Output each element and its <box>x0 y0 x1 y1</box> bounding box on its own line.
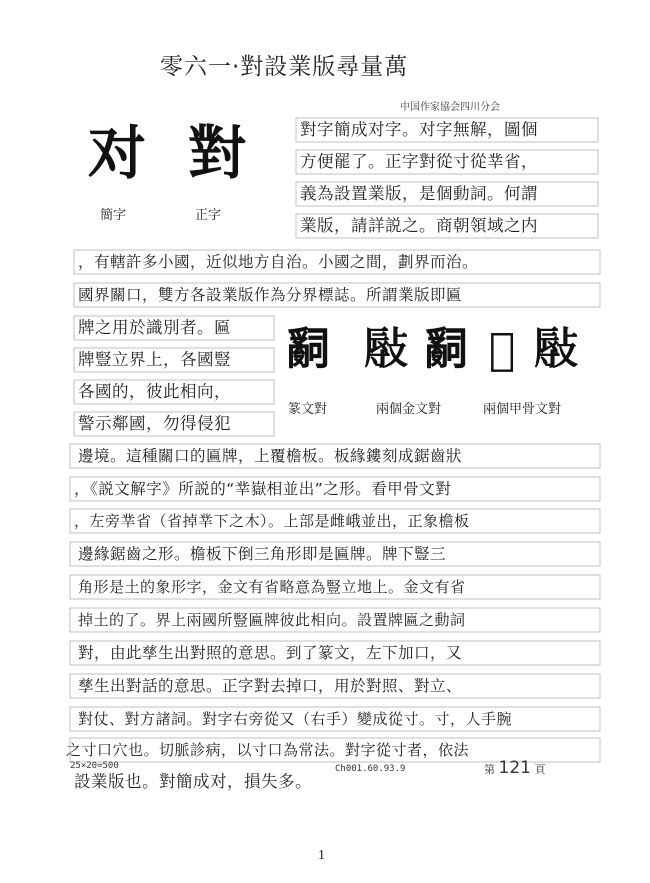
glyph-oracle-1: 𢽎 <box>489 324 516 375</box>
text-line: ，《説文解字》所説的“丵嶽相並出”之形。看甲骨文對 <box>74 480 452 498</box>
text-line: 各國的，彼此相向， <box>78 382 231 401</box>
traditional-character: 對 <box>188 119 247 187</box>
text-line: ，左旁丵省（省掉丵下之木）。上部是雌峨並出，正象檐板 <box>74 512 470 530</box>
simplified-caption: 簡字 <box>100 208 127 223</box>
text-line: 設業版也。對簡成对，損失多。 <box>74 772 312 791</box>
text-line: 邊境。這種關口的匾牌，上覆檐板。板緣鏤刻成鋸齒狀 <box>78 447 463 465</box>
text-line: 孳生出對話的意思。正字對去掉口，用於對照、對立、 <box>78 677 463 695</box>
large-character-samples <box>82 118 282 188</box>
caption-bronze: 兩個金文對 <box>376 402 442 417</box>
text-line: 邊緣鋸齒之形。檐板下倒三角形即是匾牌。牌下豎三 <box>78 545 447 563</box>
text-line: 掉土的了。界上兩國所豎匾牌彼此相向。設置牌匾之動詞 <box>78 611 466 629</box>
caption-seal: 篆文對 <box>288 402 328 417</box>
glyph-bronze-2: 𤔲 <box>424 324 468 375</box>
glyph-bronze-1: 𢾯 <box>364 324 408 375</box>
text-line: 警示鄰國，勿得侵犯 <box>78 414 231 433</box>
text-line: 義為設置業版，是個動詞。何謂 <box>300 184 538 203</box>
text-line: 牌之用於識別者。匾 <box>78 318 231 337</box>
author-stamp: 中国作家協会四川分会 <box>400 102 500 113</box>
text-line: 業版，請詳説之。商朝領域之内 <box>300 216 538 235</box>
page-prefix: 第 <box>484 763 495 776</box>
glyph-seal: 𤔲 <box>286 324 330 375</box>
text-line: 角形是土的象形字，金文有省略意為豎立地上。金文有省 <box>78 578 466 596</box>
simplified-character: 对 <box>88 119 147 187</box>
ancient-glyph-row <box>284 320 584 390</box>
text-line: ，有轄許多小國，近似地方自治。小國之間，劃界而治。 <box>78 253 479 271</box>
caption-oracle: 兩個甲骨文對 <box>483 402 562 417</box>
text-line: 對，由此孳生出對照的意思。到了篆文，左下加口，又 <box>78 644 463 662</box>
text-line: 之寸口穴也。切脈診病，以寸口為常法。對字從寸者，依法 <box>66 741 470 759</box>
glyph-oracle-2: 𢾯 <box>534 324 578 375</box>
sheet-code: Ch001.60.93.9 <box>335 764 406 774</box>
text-line: 對仗、對方諸詞。對字右旁從又（右手）變成從寸。寸，人手腕 <box>78 710 513 728</box>
text-line: 國界關口，雙方各設業版作為分界標誌。所謂業版即匾 <box>78 286 463 304</box>
text-line: 牌豎立界上，各國豎 <box>78 350 231 369</box>
text-line: 方便罷了。正字對從寸從丵省， <box>300 152 538 171</box>
sheet-page-label <box>484 758 545 778</box>
page-title: 零六一·對設業版尋量萬 <box>160 54 409 80</box>
sheet-page-number: 121 <box>498 758 531 778</box>
traditional-caption: 正字 <box>195 208 222 223</box>
paper-spec: 25×20=500 <box>70 761 119 771</box>
page-suffix: 頁 <box>534 763 546 776</box>
document-page-number: 1 <box>318 848 325 863</box>
text-line: 對字簡成对字。对字無解，圖個 <box>300 120 538 139</box>
